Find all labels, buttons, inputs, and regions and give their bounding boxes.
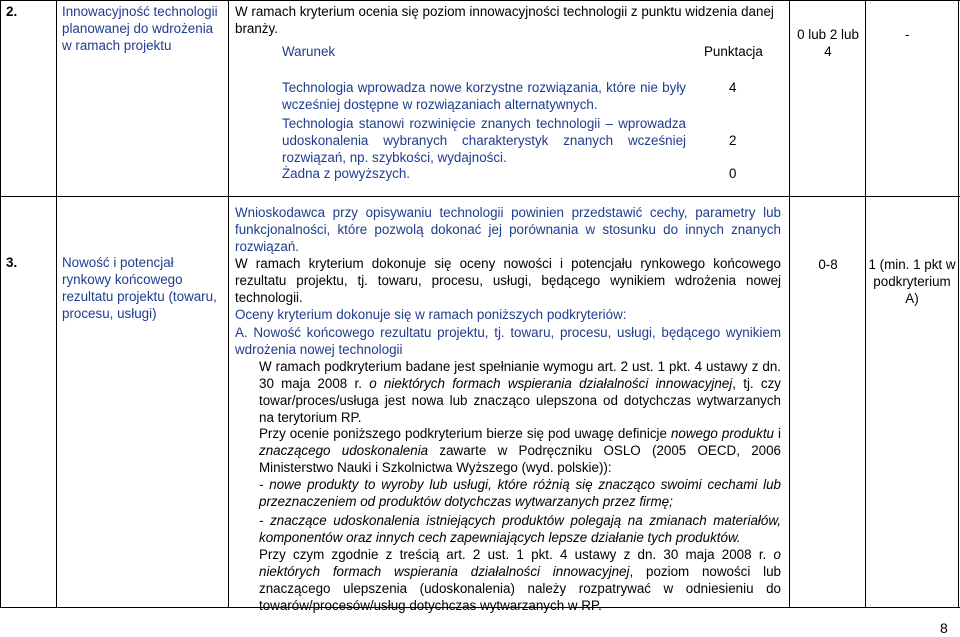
para-9-law-title: o niektórych formach wspierania działalności innowacyjnej	[259, 547, 781, 579]
subtable-points-2: 2	[729, 133, 737, 148]
row3-para-8: - znaczące udoskonalenia istniejących produktów polegają na zmianach materiałów, komponentów oraz innych cech zapewniających lepsze działanie tych produktów.	[259, 513, 781, 545]
row3-minimum: 1 (min. 1 pkt w podkryterium A)	[868, 257, 956, 306]
row3-para-9	[259, 546, 781, 614]
row2-criterion: Innowacyjność technologii planowanej do wdrożenia w ramach projektu	[62, 4, 218, 53]
row3-para-4: A. Nowość końcowego rezultatu projektu, tj. towaru, procesu, usługi, będącego wynikiem wdrożenia nowej technologii	[235, 325, 781, 357]
subtable-header-points: Punktacja	[704, 44, 763, 59]
para-6-text-e: zawarte w Podręczniku OSLO (2005 OECD, 2006 Ministerstwo Nauki i Szkolnictwa Wyższego (wyd. polskie)):	[259, 443, 781, 475]
para-6-term-improvement: znaczącego udoskonalenia	[259, 443, 429, 458]
row3-para-5	[259, 358, 781, 426]
col-divider-1	[56, 0, 57, 608]
para-6-term-new-product: nowego produktu	[670, 426, 774, 441]
row3-para-7: - nowe produkty to wyroby lub usługi, które różnią się znacząco swoimi cechami lub przeznaczeniem od produktów dotychczas wytwarzanych przez firmę;	[259, 477, 781, 509]
subtable-condition-2: Technologia stanowi rozwinięcie znanych technologii – wprowadza udoskonalenia wybranych charakterystyk znanych wcześniej rozwiązań, np. szybkości, wydajności.	[282, 116, 686, 165]
row3-para-3: Oceny kryterium dokonuje się w ramach poniższych podkryteriów:	[235, 307, 627, 322]
para-5-law-title: o niektórych formach wspierania działalności innowacyjnej	[369, 376, 733, 391]
row3-para-6	[259, 425, 781, 476]
row3-number: 3.	[6, 255, 18, 270]
page-number: 8	[940, 620, 948, 636]
subtable-condition-1: Technologia wprowadza nowe korzystne rozwiązania, które nie były wcześniej dostępne w rozwiązaniach alternatywnych.	[282, 80, 686, 112]
para-6-text-a: Przy ocenie poniższego podkryterium bierze się pod uwagę definicje	[259, 426, 667, 441]
row2-minimum: -	[905, 27, 910, 42]
row3-para-1: Wnioskodawca przy opisywaniu technologii powinien przedstawić cechy, parametry lub funkcjonalności, które pozwolą dokonać jej porównania w stosunku do innych znanych rozwiązań.	[235, 205, 781, 254]
row3-para-2: W ramach kryterium dokonuje się oceny nowości i potencjału rynkowego końcowego rezultatu projektu, tj. towaru, procesu, usługi, będącego wynikiem wdrożenia nowej technologii.	[235, 256, 781, 305]
row2-number: 2.	[6, 4, 18, 19]
row3-criterion: Nowość i potencjał rynkowy końcowego rezultatu projektu (towaru, procesu, usługi)	[62, 255, 217, 321]
col-divider-2	[228, 0, 229, 608]
row2-points: 0 lub 2 lub 4	[797, 27, 859, 59]
table-top-border	[0, 0, 960, 1]
table-left-border	[0, 0, 1, 608]
para-6-text-c: i	[774, 426, 781, 441]
subtable-header-condition: Warunek	[282, 44, 336, 59]
para-9-text-c: , poziom nowości lub znaczącego ulepszenia (udoskonalenia) należy rozpatrywać w odniesieniu do towarów/procesów/usług dotychczas wytwarzanych w RP.	[259, 564, 782, 613]
para-5-text-a: W ramach podkryterium badane jest spełnianie wymogu art. 2 ust. 1 pkt. 4 ustawy z dn. 30 maja 2008 r.	[259, 359, 781, 391]
row2-description: W ramach kryterium ocenia się poziom innowacyjności technologii z punktu widzenia danej branży.	[235, 4, 774, 36]
col-divider-3	[789, 0, 790, 608]
row3-points: 0-8	[818, 257, 838, 272]
subtable-condition-3: Żadna z powyższych.	[282, 166, 411, 181]
row-divider	[0, 196, 960, 197]
para-9-text-a: Przy czym zgodnie z treścią art. 2 ust. 1 pkt. 4 ustawy z dn. 30 maja 2008 r.	[259, 547, 767, 562]
subtable-points-3: 0	[729, 166, 737, 181]
subtable-points-1: 4	[729, 80, 737, 95]
para-5-text-c: , tj. czy towar/proces/usługa jest nowa lub znacząco ulepszona od dotychczas wytwarzanych na terytorium RP.	[259, 376, 781, 425]
col-divider-4	[865, 0, 866, 608]
table-right-border	[958, 0, 959, 608]
